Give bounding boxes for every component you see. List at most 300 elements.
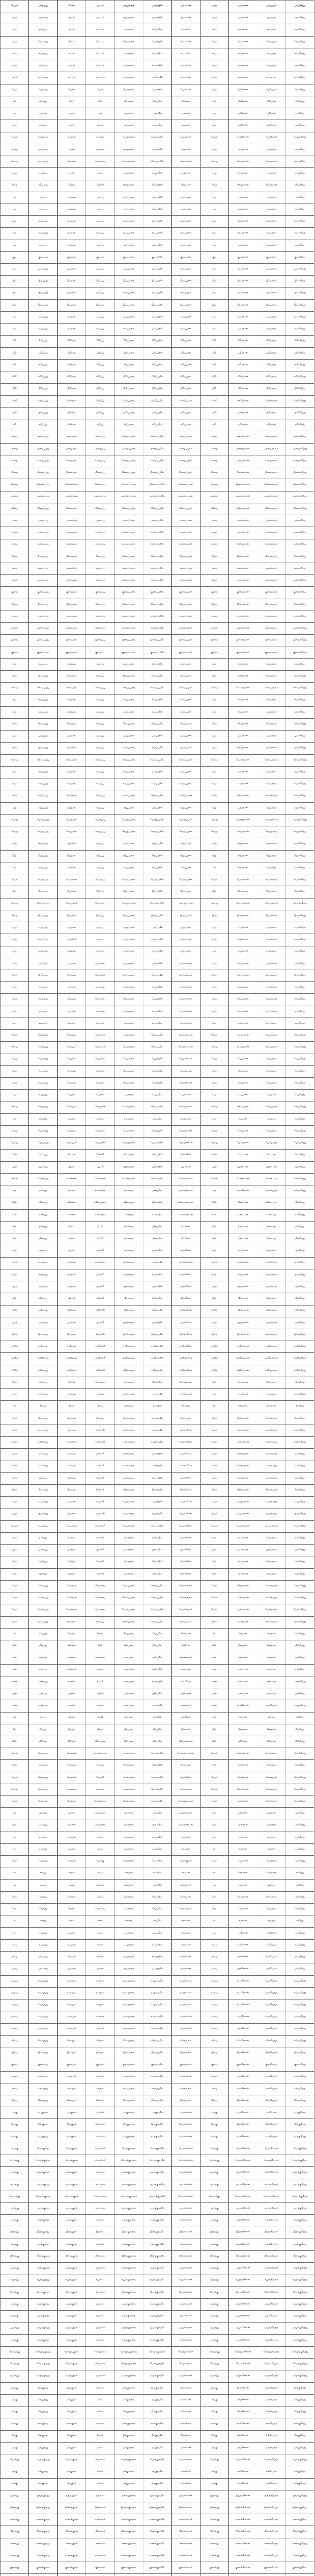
- table-cell: மடித்தல்: [57, 324, 86, 335]
- table-row: [1, 2083, 314, 2095]
- table-row: [1, 276, 314, 287]
- table-cell: நிறுப்புகள்: [172, 850, 200, 862]
- table-cell: பெருப்புகள்: [172, 874, 200, 886]
- table-cell: சோர்வதை: [114, 1413, 143, 1425]
- table-cell: சோர்வுகள்: [172, 1413, 200, 1425]
- table-cell: கிளர்வது: [29, 1485, 57, 1497]
- table-cell: மீள்வதில்: [143, 1233, 171, 1245]
- table-cell: எரித்தல்: [57, 360, 86, 371]
- table-cell: அழைப்பது: [29, 443, 57, 455]
- table-cell: மருவு: [200, 2023, 228, 2035]
- table-cell: குணங்குவதில்: [143, 2562, 171, 2574]
- table-cell: வீங்கு: [200, 2406, 228, 2418]
- table-cell: தைத்தவர்: [257, 658, 286, 670]
- table-cell: கிளர்ந்தான்: [228, 1485, 257, 1497]
- table-cell: செய்: [1, 1065, 29, 1077]
- table-cell: கூசுகிறது: [286, 120, 314, 132]
- table-cell: தீர்: [200, 1401, 228, 1413]
- table-cell: மலர்வதை: [114, 1449, 143, 1461]
- table-cell: மடுப்பு: [86, 767, 114, 778]
- table-cell: அழுது: [1, 144, 29, 156]
- table-cell: சுணங்கியவர்: [257, 2538, 286, 2550]
- table-cell: பெயர்வதை: [114, 1520, 143, 1532]
- table-cell: ஓய்தல்: [57, 1018, 86, 1029]
- table-cell: ஒழுங்கு: [200, 2370, 228, 2382]
- table-cell: பிரிப்பதை: [114, 383, 143, 395]
- table-cell: அடித்தவர்: [257, 287, 286, 299]
- table-cell: நிறைப்பு: [86, 599, 114, 611]
- table-cell: நெருக்கங்கள்: [172, 2155, 200, 2167]
- table-cell: பெருகினான்: [228, 2143, 257, 2155]
- table-cell: அழைத்தான்: [228, 443, 257, 455]
- table-cell: வெறுப்பதில்: [143, 826, 171, 838]
- table-cell: மறு: [1, 802, 29, 814]
- table-row: [1, 970, 314, 981]
- table-cell: மடுப்பதில்: [143, 767, 171, 778]
- table-cell: பேசு: [200, 84, 228, 96]
- table-cell: ஆழ்தல்: [57, 1281, 86, 1293]
- table-cell: உருகியவர்: [257, 2131, 286, 2143]
- table-cell: உழுவதில்: [143, 168, 171, 180]
- table-cell: மயங்கு: [200, 2299, 228, 2311]
- table-cell: தருதல்: [57, 1844, 86, 1856]
- table-cell: நழுவுகிறது: [286, 1987, 314, 1999]
- table-cell: ஈவது: [29, 1916, 57, 1927]
- table-cell: குடித்தான்: [228, 251, 257, 263]
- table-cell: சிரித்தான்: [228, 335, 257, 347]
- table-cell: வாடு: [200, 72, 228, 84]
- table-cell: பிணங்கியவர்: [257, 2526, 286, 2538]
- table-row: [1, 563, 314, 575]
- table-cell: வரவு: [86, 1832, 114, 1843]
- table-cell: அல்கிறது: [286, 1820, 314, 1832]
- table-cell: பிரி: [1, 383, 29, 395]
- table-cell: நோவுகள்: [172, 1892, 200, 1904]
- table-cell: வீங்கியவர்: [257, 2406, 286, 2418]
- table-cell: தள்ளுகைகள்: [172, 1185, 200, 1197]
- table-cell: சேர்ந்தான்: [228, 1377, 257, 1388]
- table-cell: விள்வதில்: [143, 1197, 171, 1209]
- table-cell: நீள்: [1, 1221, 29, 1233]
- table-cell: இணங்குவதை: [114, 2502, 143, 2514]
- table-cell: கூடுவது: [29, 48, 57, 60]
- table-cell: நிற்கிறது: [286, 1724, 314, 1736]
- table-cell: பூசுவதில்: [143, 108, 171, 120]
- table-row: [1, 1700, 314, 1712]
- table-cell: கருத்தான்: [228, 862, 257, 874]
- table-cell: முயக்கம்: [86, 2323, 114, 2334]
- table-cell: அவிழ்வதை: [114, 1353, 143, 1365]
- table-cell: புல்லல்: [57, 1808, 86, 1820]
- table-cell: இணங்குவது: [29, 2502, 57, 2514]
- table-cell: போர்த்தல்: [57, 1604, 86, 1616]
- table-cell: சிதை: [1, 551, 29, 563]
- table-cell: விரவுவது: [29, 2035, 57, 2047]
- table-cell: அவிழ்வது: [29, 1353, 57, 1365]
- table-cell: அடுப்பதை: [114, 742, 143, 754]
- table-cell: வருவதில்: [143, 1832, 171, 1843]
- table-cell: இளகினான்: [228, 2119, 257, 2131]
- table-cell: அடிப்பதில்: [143, 287, 171, 299]
- table-cell: வாடியவர்: [257, 72, 286, 84]
- table-cell: விள்: [200, 1197, 228, 1209]
- table-cell: ஒதுங்குதல்: [57, 2167, 86, 2179]
- table-cell: நிறுக்கிறது: [286, 850, 314, 862]
- table-cell: பூசுவதை: [114, 108, 143, 120]
- table-cell: அல்வதை: [114, 1820, 143, 1832]
- table-cell: அயர்ந்தான்: [228, 1509, 257, 1520]
- table-cell: நாணுகிறது: [286, 1700, 314, 1712]
- table-cell: தின்பதை: [114, 1640, 143, 1652]
- table-cell: எடுக்கிறது: [286, 694, 314, 706]
- table-cell: தின்: [1, 1640, 29, 1652]
- table-cell: உருவினான்: [228, 2011, 257, 2023]
- table-cell: மங்கியவர்: [257, 2478, 286, 2490]
- table-cell: உள்ளல்: [57, 1209, 86, 1221]
- table-cell: அல்லுகைகள்: [172, 1820, 200, 1832]
- table-cell: பெய்வதை: [114, 1054, 143, 1065]
- table-cell: ஆழ்ந்தவர்: [257, 1281, 286, 1293]
- table-cell: அறைப்பு: [86, 623, 114, 635]
- table-cell: இகழ்ச்சி: [86, 1329, 114, 1341]
- table-cell: குவைத்தவர்: [257, 647, 286, 658]
- table-cell: காண்பதை: [114, 1676, 143, 1688]
- table-cell: கூவுவதில்: [143, 1939, 171, 1951]
- table-row: [1, 1520, 314, 1532]
- table-cell: பழுப்பு: [86, 922, 114, 934]
- table-cell: புதை: [200, 515, 228, 527]
- table-row: [1, 719, 314, 731]
- table-cell: பிடித்தான்: [228, 276, 257, 287]
- table-cell: இறக்கங்கள்: [172, 2227, 200, 2239]
- table-cell: கொழுப்பது: [29, 898, 57, 910]
- table-cell: தெரிப்பு: [86, 395, 114, 407]
- table-cell: உழு: [200, 168, 228, 180]
- table-cell: மகிழ்வதில்: [143, 1305, 171, 1317]
- table-cell: உறங்கினான்: [228, 2215, 257, 2227]
- table-cell: மங்குகிறது: [286, 2478, 314, 2490]
- table-cell: கவிழ்ச்சி: [86, 1365, 114, 1377]
- table-cell: வடிப்பது: [29, 228, 57, 240]
- table-cell: நாண்பதை: [114, 1700, 143, 1712]
- table-cell: தளர்தல்: [57, 1472, 86, 1484]
- table-row: [1, 862, 314, 874]
- table-cell: பிணக்கம்: [86, 2526, 114, 2538]
- table-cell: சேர்தல்: [57, 1377, 86, 1388]
- table-cell: அரித்தல்: [57, 407, 86, 419]
- table-cell: வீழ்ச்சிகள்: [172, 1293, 200, 1305]
- table-cell: சுணங்கினான்: [228, 2538, 257, 2550]
- table-cell: அறுத்தவர்: [257, 838, 286, 850]
- table-row: [1, 647, 314, 658]
- table-cell: தொடங்குவது: [29, 2191, 57, 2202]
- table-cell: மடித்தான்: [228, 324, 257, 335]
- table-cell: அன்றவர்: [257, 1820, 286, 1832]
- table-cell: பெயர்தல்: [57, 1520, 86, 1532]
- table-cell: தளர்ச்சி: [86, 1472, 114, 1484]
- table-cell: பாய்ச்சல்கள்: [172, 958, 200, 970]
- table-cell: பழு: [200, 922, 228, 934]
- table-cell: தடுப்பதில்: [143, 706, 171, 718]
- table-cell: விரிப்பதை: [114, 371, 143, 383]
- table-cell: கதைப்புகள்: [172, 563, 200, 575]
- table-cell: நெருங்குதல்: [57, 2155, 86, 2167]
- table-cell: பூண்கிறது: [286, 1688, 314, 1700]
- table-cell: சிரிப்பது: [29, 335, 57, 347]
- table-cell: ஊர்ந்தான்: [228, 1568, 257, 1580]
- table-cell: இணைப்பு: [86, 479, 114, 491]
- table-cell: பிணங்குதல்: [57, 2526, 86, 2538]
- table-cell: சாவதை: [114, 1868, 143, 1879]
- table-cell: நாடல்கள்: [172, 60, 200, 72]
- table-cell: தடுத்தான்: [228, 706, 257, 718]
- table-cell: பழுப்பது: [29, 922, 57, 934]
- table-cell: மகிழ்வது: [29, 1305, 57, 1317]
- table-cell: வேகிறது: [286, 1904, 314, 1916]
- table-cell: மறைத்தவர்: [257, 575, 286, 587]
- table-cell: நிறு: [200, 850, 228, 862]
- table-cell: புகர்ந்தவர்: [257, 1545, 286, 1556]
- table-cell: ஊர்: [1, 1568, 29, 1580]
- table-cell: விளங்குவதை: [114, 2251, 143, 2263]
- table-cell: காய்ச்சல்: [86, 982, 114, 994]
- table-cell: இயங்கு: [200, 2286, 228, 2298]
- table-cell: தங்கினான்: [228, 2466, 257, 2478]
- table-cell: அவிழ்: [200, 1353, 228, 1365]
- table-cell: மெய்தவர்: [257, 1126, 286, 1138]
- table-cell: பறி: [200, 347, 228, 359]
- table-row: [1, 1784, 314, 1795]
- table-cell: கொள்கைகள்: [172, 1173, 200, 1185]
- table-cell: கழுப்பதில்: [143, 946, 171, 958]
- table-cell: உலர்ந்தவர்: [257, 1461, 286, 1472]
- table-cell: தள்ளுகிறது: [286, 1185, 314, 1197]
- table-cell: தோய்தல்: [57, 1042, 86, 1054]
- table-cell: சாய்வதை: [114, 1006, 143, 1018]
- table-cell: எழுதியவர்: [257, 132, 286, 144]
- table-cell: நிலைகள்: [172, 1724, 200, 1736]
- table-cell: பொறுப்பதை: [114, 814, 143, 826]
- table-cell: அழுகிறது: [286, 144, 314, 156]
- table-cell: பரவுகிறது: [286, 1963, 314, 1975]
- table-cell: உமிழ்ச்சி: [86, 1341, 114, 1353]
- table-cell: பெய்தான்: [228, 1054, 257, 1065]
- table-cell: போனவர்: [257, 1856, 286, 1868]
- table-cell: விதைக்கிறது: [286, 503, 314, 515]
- table-cell: பிடித்தல்: [57, 276, 86, 287]
- table-cell: கடிக்கிறது: [286, 240, 314, 251]
- table-cell: விள்வது: [29, 1197, 57, 1209]
- table-cell: மெல்: [1, 1796, 29, 1808]
- table-row: [1, 1365, 314, 1377]
- table-cell: வாழ்க்கைகள்: [172, 1257, 200, 1269]
- table-cell: நிலவுதல்: [57, 2095, 86, 2107]
- table-row: [1, 347, 314, 359]
- table-cell: சுணங்கு: [1, 2538, 29, 2550]
- table-row: [1, 2239, 314, 2250]
- table-cell: தாழ்வதை: [114, 1269, 143, 1281]
- table-cell: வாடல்கள்: [172, 72, 200, 84]
- table-cell: விளங்குவது: [29, 2251, 57, 2263]
- table-cell: பரவினான்: [228, 1963, 257, 1975]
- table-row: [1, 2251, 314, 2263]
- table-cell: வாடு: [1, 72, 29, 84]
- table-cell: ஆகிறது: [286, 1879, 314, 1891]
- table-cell: சூழ்ச்சி: [86, 1245, 114, 1257]
- table-cell: தங்குவதில்: [143, 2466, 171, 2478]
- table-cell: பேசினான்: [228, 84, 257, 96]
- table-cell: விழல்கள்: [172, 180, 200, 192]
- table-row: [1, 2562, 314, 2574]
- table-cell: அல்வது: [29, 1820, 57, 1832]
- table-cell: உழை: [1, 455, 29, 467]
- table-cell: பொய்கைகள்: [172, 1138, 200, 1149]
- table-cell: கழு: [1, 946, 29, 958]
- table-cell: சுவைத்தல்: [57, 431, 86, 443]
- table-row: [1, 1975, 314, 1987]
- table-cell: விரவுதல்: [57, 2035, 86, 2047]
- table-cell: வாடுவது: [29, 72, 57, 84]
- table-cell: சொல்கிறது: [286, 1748, 314, 1760]
- table-cell: வெல்: [200, 1772, 228, 1784]
- table-cell: நீங்கு: [200, 2430, 228, 2442]
- table-cell: அடி: [200, 287, 228, 299]
- table-cell: நினைத்தவர்: [257, 467, 286, 479]
- table-cell: போனான்: [228, 1856, 257, 1868]
- table-cell: விழுந்தவர்: [257, 180, 286, 192]
- table-cell: கொள்ளல்: [57, 1173, 86, 1185]
- table-cell: தள்வது: [29, 1185, 57, 1197]
- table-cell: முழக்கம்: [86, 2263, 114, 2275]
- table-cell: வேய்வது: [29, 1030, 57, 1042]
- table-cell: தொடுத்தான்: [228, 754, 257, 766]
- table-cell: இழுத்தான்: [228, 910, 257, 922]
- table-cell: உணர்தல்: [57, 1437, 86, 1449]
- table-cell: சோர்வது: [29, 1413, 57, 1425]
- table-cell: தாழ்: [1, 1269, 29, 1281]
- table-cell: வேய்வதில்: [143, 1030, 171, 1042]
- table-cell: சொல்: [200, 1748, 228, 1760]
- table-cell: அயர்கிறது: [286, 1509, 314, 1520]
- table-row: [1, 1688, 314, 1700]
- table-cell: கொழுத்தான்: [228, 898, 257, 910]
- table-cell: கலங்குதல்: [57, 2239, 86, 2250]
- table-cell: முடித்தான்: [228, 264, 257, 276]
- table-cell: தேடு: [200, 36, 228, 48]
- table-cell: கதைத்தான்: [228, 563, 257, 575]
- table-cell: தந்தவர்: [257, 1844, 286, 1856]
- table-cell: துடி: [1, 216, 29, 228]
- table-cell: அழல்கள்: [172, 144, 200, 156]
- header-cell: பாடியவர்: [257, 1, 286, 12]
- table-cell: விளங்கினான்: [228, 2251, 257, 2263]
- table-cell: மகிழ்ச்சிகள்: [172, 1305, 200, 1317]
- table-cell: இறங்கு: [200, 2227, 228, 2239]
- table-cell: வாழ்தல்: [57, 1257, 86, 1269]
- table-cell: இழுப்பு: [86, 910, 114, 922]
- table-cell: காண்: [1, 1676, 29, 1688]
- table-cell: பிரித்தவர்: [257, 383, 286, 395]
- table-cell: வைத்தான்: [228, 671, 257, 683]
- table-cell: கதைத்தவர்: [257, 563, 286, 575]
- table-cell: அயர்ச்சி: [86, 1509, 114, 1520]
- table-cell: பிணங்கினான்: [228, 2526, 257, 2538]
- table-cell: கூடியவர்: [257, 48, 286, 60]
- table-cell: பொறுத்தல்: [57, 814, 86, 826]
- table-cell: ஒடிப்பு: [86, 312, 114, 324]
- table-cell: வைப்பு: [86, 671, 114, 683]
- table-cell: பெருகியவர்: [257, 2143, 286, 2155]
- table-cell: விழுக்கங்கள்: [172, 2359, 200, 2370]
- table-cell: விழுங்குவதில்: [143, 2359, 171, 2370]
- table-cell: பிணக்கங்கள்: [172, 2526, 200, 2538]
- table-cell: கிளர்தல்: [57, 1485, 86, 1497]
- table-cell: வீழ்வது: [29, 1293, 57, 1305]
- table-cell: புகர்ந்தான்: [228, 1545, 257, 1556]
- table-cell: வணங்குவது: [29, 2514, 57, 2526]
- table-cell: கதைப்பு: [86, 563, 114, 575]
- table-cell: மீள்: [200, 1233, 228, 1245]
- table-cell: கடிப்பு: [86, 240, 114, 251]
- table-cell: அழைப்புகள்: [172, 443, 200, 455]
- table-cell: விரிப்பது: [29, 371, 57, 383]
- table-cell: கேள்விகள்: [172, 1149, 200, 1161]
- table-cell: இணங்குதல்: [57, 2502, 86, 2514]
- table-cell: மலர்: [200, 1449, 228, 1461]
- table-cell: தள்ளியவர்: [257, 1185, 286, 1197]
- table-row: [1, 539, 314, 551]
- table-cell: தயங்குவதை: [114, 2311, 143, 2323]
- table-cell: தயக்கங்கள்: [172, 2311, 200, 2323]
- table-cell: நீங்குவதை: [114, 2430, 143, 2442]
- table-cell: கூவல்கள்: [172, 1939, 200, 1951]
- table-row: [1, 1054, 314, 1065]
- table-cell: தயங்கியவர்: [257, 2311, 286, 2323]
- table-cell: உதைப்பு: [86, 527, 114, 539]
- table-cell: மறைக்கிறது: [286, 575, 314, 587]
- table-cell: தழுவுவதை: [114, 1975, 143, 1987]
- table-cell: அழைக்கிறது: [286, 443, 314, 455]
- table-cell: ஓங்குதல்: [57, 2442, 86, 2454]
- table-cell: வார்ப்பு: [86, 1616, 114, 1628]
- table-cell: சிறுப்பதில்: [143, 886, 171, 898]
- table-cell: குறைக்கிறது: [286, 587, 314, 599]
- table-cell: சிறுத்தல்: [57, 886, 86, 898]
- table-cell: தங்குவது: [29, 2466, 57, 2478]
- table-cell: கவிழ்வதில்: [143, 1365, 171, 1377]
- table-cell: நோ: [200, 1892, 228, 1904]
- table-cell: சிரி: [200, 335, 228, 347]
- table-cell: குடி: [1, 251, 29, 263]
- table-cell: வீச்சு: [86, 96, 114, 108]
- table-cell: தழுவுதல்: [57, 1975, 86, 1987]
- table-cell: உண்டான்: [228, 1209, 257, 1221]
- table-cell: முயக்கங்கள்: [172, 2323, 200, 2334]
- table-cell: தெரி: [1, 395, 29, 407]
- table-cell: தா: [1, 1844, 29, 1856]
- table-cell: சாய்ந்தவர்: [257, 1006, 286, 1018]
- table-cell: ஆதல்: [57, 1879, 86, 1891]
- table-cell: சீர்ப்பது: [29, 1628, 57, 1640]
- table-row: [1, 2370, 314, 2382]
- table-cell: உணங்கினான்: [228, 2550, 257, 2562]
- table-cell: மங்கினான்: [228, 2478, 257, 2490]
- table-cell: சுருங்கினான்: [228, 2334, 257, 2346]
- table-row: [1, 2394, 314, 2406]
- table-cell: சீர்: [1, 1628, 29, 1640]
- table-row: [1, 1568, 314, 1580]
- table-cell: சூழ்ந்தான்: [228, 1245, 257, 1257]
